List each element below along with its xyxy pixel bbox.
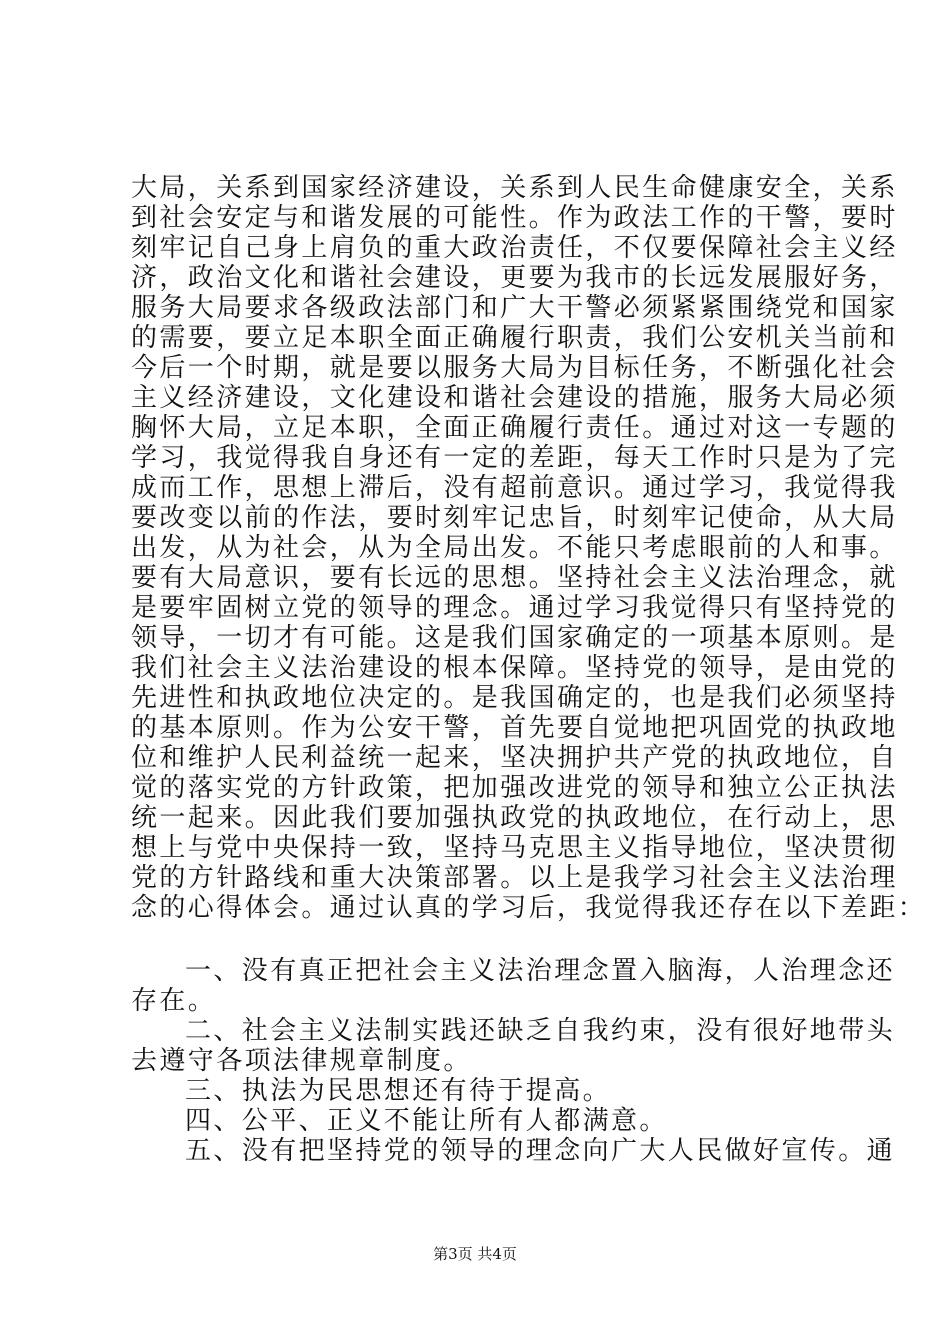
paragraph-gap (131, 923, 831, 956)
page-number-label: 第3页 共4页 (433, 1245, 517, 1263)
paragraph-line: 统一起来。因此我们要加强执政党的执政地位，在行动上，思 (131, 803, 898, 833)
list-item-1-line-2: 存在。 (131, 986, 217, 1016)
paragraph-line: 领导，一切才有可能。这是我们国家确定的一项基本原则。是 (131, 623, 898, 653)
paragraph-line: 成而工作，思想上滞后，没有超前意识。通过学习，我觉得我 (131, 473, 898, 503)
paragraph-line: 要改变以前的作法，要时刻牢记忠旨，时刻牢记使命，从大局 (131, 503, 898, 533)
paragraph-line: 刻牢记自己身上肩负的重大政治责任，不仅要保障社会主义经 (131, 233, 898, 263)
paragraph-line: 出发，从为社会，从为全局出发。不能只考虑眼前的人和事。 (131, 533, 898, 563)
paragraph-line: 位和维护人民利益统一起来，坚决拥护共产党的执政地位，自 (131, 743, 898, 773)
paragraph-line: 念的心得体会。通过认真的学习后，我觉得我还存在以下差距： (131, 893, 927, 923)
main-paragraph (131, 173, 927, 923)
paragraph-line: 胸怀大局，立足本职，全面正确履行责任。通过对这一专题的 (131, 413, 898, 443)
paragraph-line: 主义经济建设，文化建设和谐社会建设的措施，服务大局必须 (131, 383, 898, 413)
shortcomings-list (131, 956, 896, 1166)
paragraph-line: 服务大局要求各级政法部门和广大干警必须紧紧围绕党和国家 (131, 293, 898, 323)
paragraph-line: 济，政治文化和谐社会建设，更要为我市的长远发展服好务， (131, 263, 898, 293)
list-item-2-line-2: 去遵守各项法律规章制度。 (131, 1046, 472, 1076)
paragraph-line: 学习，我觉得我自身还有一定的差距，每天工作时只是为了完 (131, 443, 898, 473)
paragraph-line: 到社会安定与和谐发展的可能性。作为政法工作的干警，要时 (131, 203, 898, 233)
paragraph-line: 党的方针路线和重大决策部署。以上是我学习社会主义法治理 (131, 863, 898, 893)
paragraph-line: 想上与党中央保持一致，坚持马克思主义指导地位，坚决贯彻 (131, 833, 898, 863)
document-body (131, 173, 927, 1166)
paragraph-line: 要有大局意识，要有长远的思想。坚持社会主义法治理念，就 (131, 563, 898, 593)
paragraph-line: 是要牢固树立党的领导的理念。通过学习我觉得只有坚持党的 (131, 593, 898, 623)
list-item-3: 三、执法为民思想还有待于提高。 (185, 1076, 612, 1106)
list-item-4: 四、公平、正义不能让所有人都满意。 (185, 1106, 668, 1136)
list-item-2-line-1: 二、社会主义法制实践还缺乏自我约束，没有很好地带头 (185, 1016, 896, 1046)
paragraph-line: 我们社会主义法治建设的根本保障。坚持党的领导，是由党的 (131, 653, 898, 683)
paragraph-line: 的需要，要立足本职全面正确履行职责，我们公安机关当前和 (131, 323, 898, 353)
list-item-5: 五、没有把坚持党的领导的理念向广大人民做好宣传。通 (185, 1136, 896, 1166)
paragraph-line: 先进性和执政地位决定的。是我国确定的，也是我们必须坚持 (131, 683, 898, 713)
paragraph-line: 的基本原则。作为公安干警，首先要自觉地把巩固党的执政地 (131, 713, 898, 743)
page-footer (0, 1244, 950, 1264)
paragraph-line: 觉的落实党的方针政策，把加强改进党的领导和独立公正执法 (131, 773, 898, 803)
paragraph-line: 今后一个时期，就是要以服务大局为目标任务，不断强化社会 (131, 353, 898, 383)
paragraph-line: 大局，关系到国家经济建设，关系到人民生命健康安全，关系 (131, 173, 898, 203)
list-item-1-line-1: 一、没有真正把社会主义法治理念置入脑海，人治理念还 (185, 956, 896, 986)
